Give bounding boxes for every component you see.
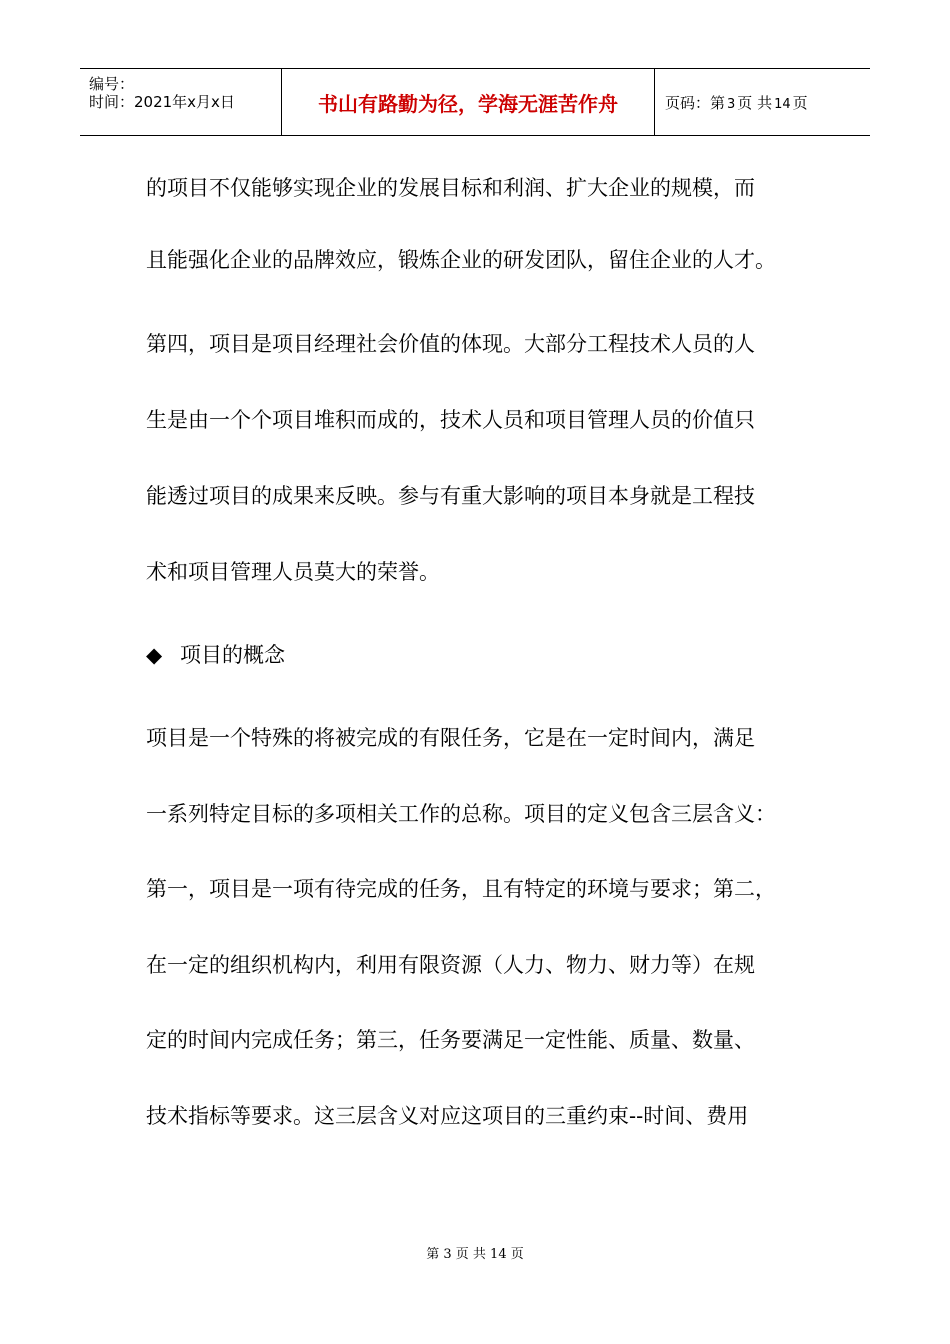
document-code-label: 编号： (89, 75, 135, 93)
header-meta-cell (80, 69, 282, 135)
document-header (80, 68, 870, 136)
section-heading-text: 项目的概念 (180, 643, 285, 667)
page-code-prefix: 页码：第 (665, 94, 726, 112)
body-line: 一系列特定目标的多项相关工作的总称。项目的定义包含三层含义： (146, 802, 776, 826)
body-line: 第一，项目是一项有待完成的任务，且有特定的环境与要求；第二， (146, 877, 776, 901)
body-line: 项目是一个特殊的将被完成的有限任务，它是在一定时间内，满足 (146, 726, 755, 750)
body-line: 术和项目管理人员莫大的荣誉。 (146, 560, 440, 584)
body-line: 的项目不仅能够实现企业的发展目标和利润、扩大企业的规模，而 (146, 176, 755, 200)
body-line: 在一定的组织机构内，利用有限资源（人力、物力、财力等）在规 (146, 953, 755, 977)
page-total-number: 14 (774, 97, 791, 112)
body-line: 第四，项目是项目经理社会价值的体现。大部分工程技术人员的人 (146, 332, 755, 356)
page-current-number: 3 (727, 97, 736, 112)
body-line: 定的时间内完成任务；第三，任务要满足一定性能、质量、数量、 (146, 1028, 755, 1052)
diamond-bullet-icon: ◆ (146, 643, 163, 667)
header-motto: 书山有路勤为径，学海无涯苦作舟 (318, 92, 618, 116)
page-code-suffix: 页 (792, 94, 808, 112)
body-line: 生是由一个个项目堆积而成的，技术人员和项目管理人员的价值只 (146, 408, 755, 432)
page-footer: 第 3 页 共 14 页 (426, 1247, 524, 1262)
header-page-code (665, 93, 808, 115)
header-motto-cell (282, 69, 655, 135)
body-line: 技术指标等要求。这三层含义对应这项目的三重约束--时间、费用 (146, 1104, 749, 1128)
document-time-label: 时间：2021年x月x日 (89, 93, 235, 111)
header-page-cell (655, 69, 870, 135)
body-line: 且能强化企业的品牌效应，锻炼企业的研发团队，留住企业的人才。 (146, 248, 776, 272)
section-heading (146, 640, 806, 670)
page-code-middle: 页 共 (737, 94, 773, 112)
body-line: 能透过项目的成果来反映。参与有重大影响的项目本身就是工程技 (146, 484, 755, 508)
